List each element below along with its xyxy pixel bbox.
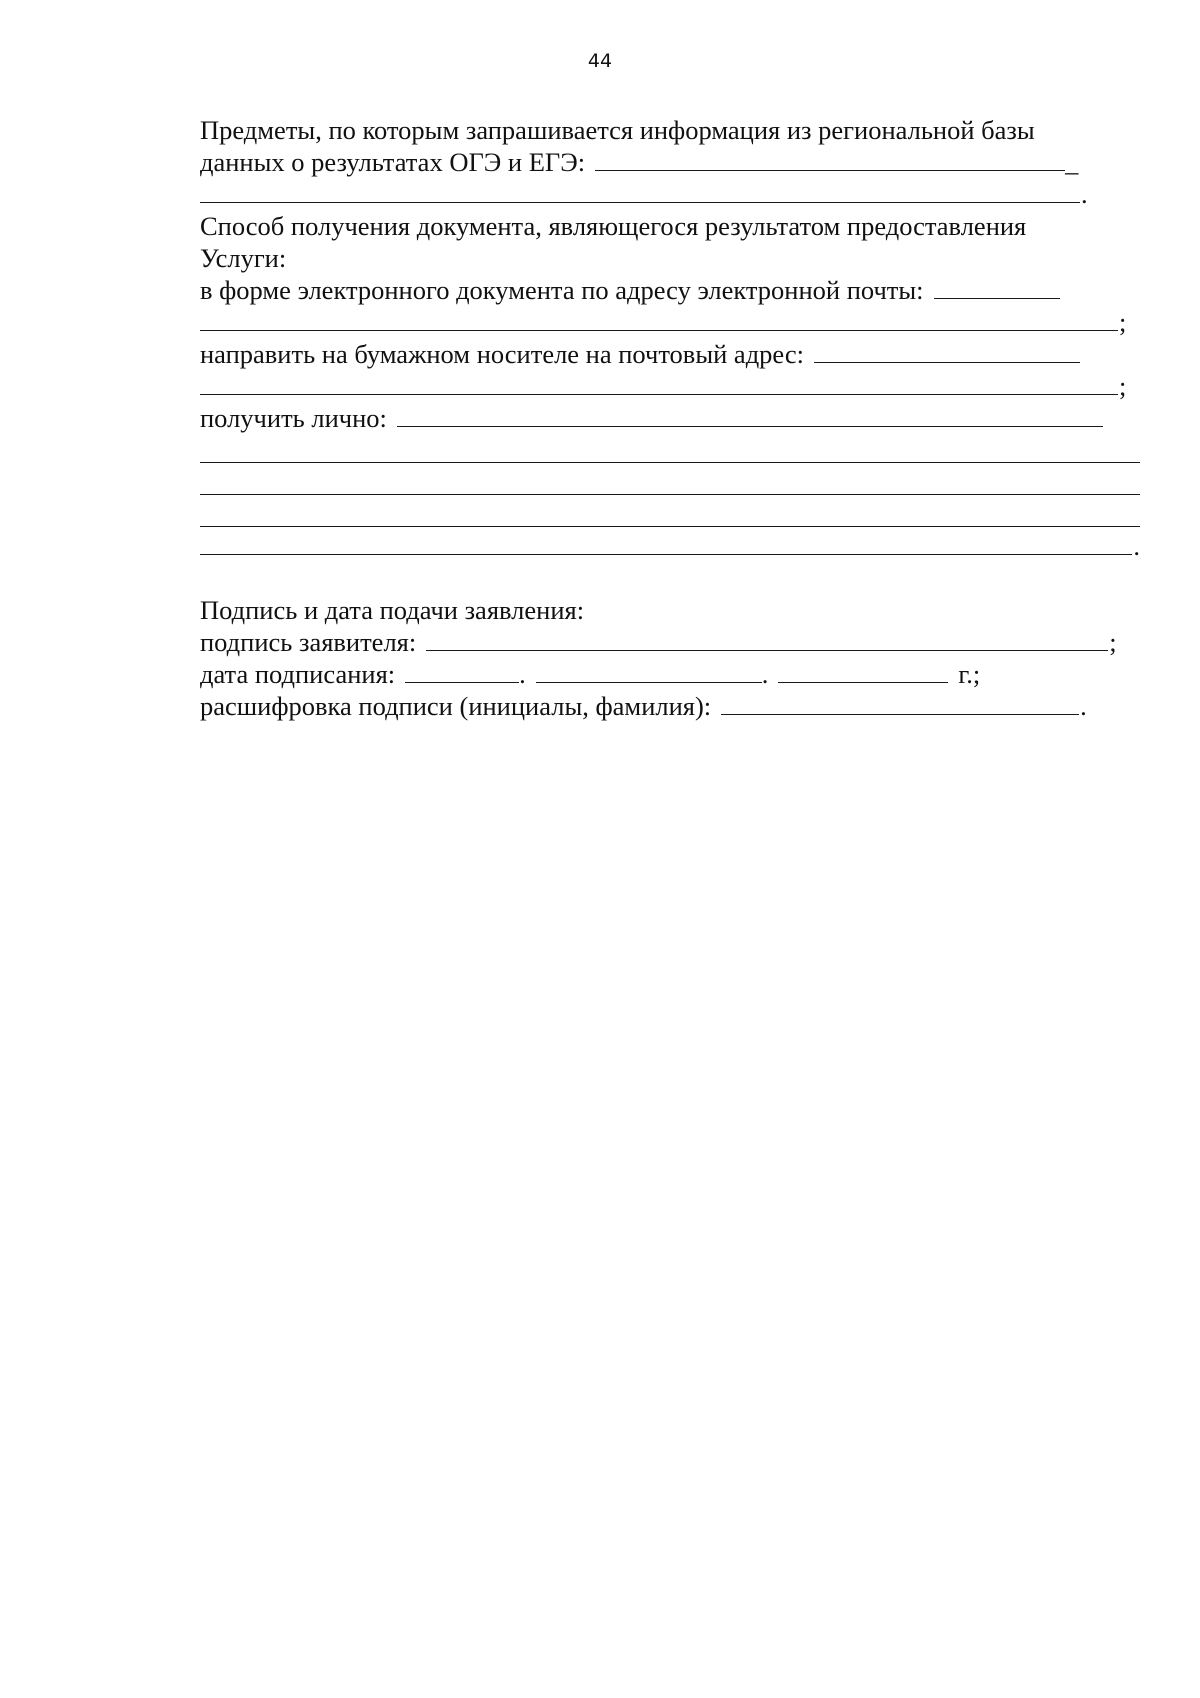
applicant-signature-label: подпись заявителя: bbox=[200, 627, 417, 657]
subjects-period: . bbox=[1081, 179, 1088, 209]
decoding-period: . bbox=[1080, 691, 1087, 721]
method-heading-line2 bbox=[200, 242, 1140, 274]
subjects-label-line2: данных о результатах ОГЭ и ЕГЭ: bbox=[200, 147, 586, 177]
signature-decoding-label: расшифровка подписи (инициалы, фамилия): bbox=[200, 691, 712, 721]
personal-field-line-4[interactable] bbox=[200, 530, 1132, 555]
blank-line-1 bbox=[200, 434, 1140, 466]
date-year-field[interactable] bbox=[778, 658, 948, 683]
signing-date-row bbox=[200, 658, 1140, 690]
subjects-continuation bbox=[200, 178, 1140, 210]
date-day-field[interactable] bbox=[405, 658, 519, 683]
paper-continuation bbox=[200, 370, 1140, 402]
paper-semicolon: ; bbox=[1119, 371, 1127, 401]
personal-field-line-3[interactable] bbox=[200, 526, 1140, 527]
date-dot-2: . bbox=[761, 659, 769, 689]
blank-line-3 bbox=[200, 498, 1140, 530]
signature-semicolon: ; bbox=[1109, 627, 1117, 657]
personal-period: . bbox=[1133, 531, 1140, 561]
applicant-signature-row bbox=[200, 626, 1140, 658]
date-dot-1: . bbox=[519, 659, 526, 689]
personal-field[interactable] bbox=[397, 402, 1103, 427]
spacer bbox=[200, 562, 1140, 594]
email-label: в форме электронного документа по адресу электронной почты: bbox=[200, 275, 924, 305]
method-heading bbox=[200, 210, 1140, 242]
personal-field-line-1[interactable] bbox=[200, 462, 1140, 463]
email-continuation bbox=[200, 306, 1140, 338]
year-suffix: г.; bbox=[958, 659, 981, 689]
subjects-question bbox=[200, 114, 1140, 146]
application-form bbox=[200, 114, 1140, 722]
personal-field-line-2[interactable] bbox=[200, 494, 1140, 495]
signing-date-label: дата подписания: bbox=[200, 659, 396, 689]
signature-heading-label: Подпись и дата подачи заявления: bbox=[200, 595, 585, 625]
method-label-line2: Услуги: bbox=[200, 243, 287, 273]
personal-option bbox=[200, 402, 1140, 434]
blank-line-4 bbox=[200, 530, 1140, 562]
subjects-field[interactable] bbox=[595, 146, 1065, 171]
postal-address-field[interactable] bbox=[814, 338, 1080, 363]
email-option bbox=[200, 274, 1140, 306]
paper-address-label: направить на бумажном носителе на почтовый адрес: bbox=[200, 339, 804, 369]
method-label-line1: Способ получения документа, являющегося результатом предоставления bbox=[200, 211, 1027, 241]
page-number: 44 bbox=[587, 50, 613, 72]
email-field[interactable] bbox=[934, 274, 1060, 299]
email-field-continued[interactable] bbox=[200, 306, 1118, 331]
email-semicolon: ; bbox=[1119, 307, 1127, 337]
subjects-line2 bbox=[200, 146, 1140, 178]
subjects-field-continued[interactable] bbox=[200, 178, 1080, 203]
paper-option bbox=[200, 338, 1140, 370]
blank-line-2 bbox=[200, 466, 1140, 498]
postal-address-field-continued[interactable] bbox=[200, 370, 1118, 395]
signature-decoding-row bbox=[200, 690, 1140, 722]
subjects-tail: _ bbox=[1065, 147, 1079, 177]
signature-heading bbox=[200, 594, 1140, 626]
date-month-field[interactable] bbox=[536, 658, 762, 683]
subjects-label-line1: Предметы, по которым запрашивается информация из региональной базы bbox=[200, 115, 1035, 145]
applicant-signature-field[interactable] bbox=[426, 626, 1108, 651]
personal-label: получить лично: bbox=[200, 403, 387, 433]
signature-decoding-field[interactable] bbox=[721, 690, 1079, 715]
